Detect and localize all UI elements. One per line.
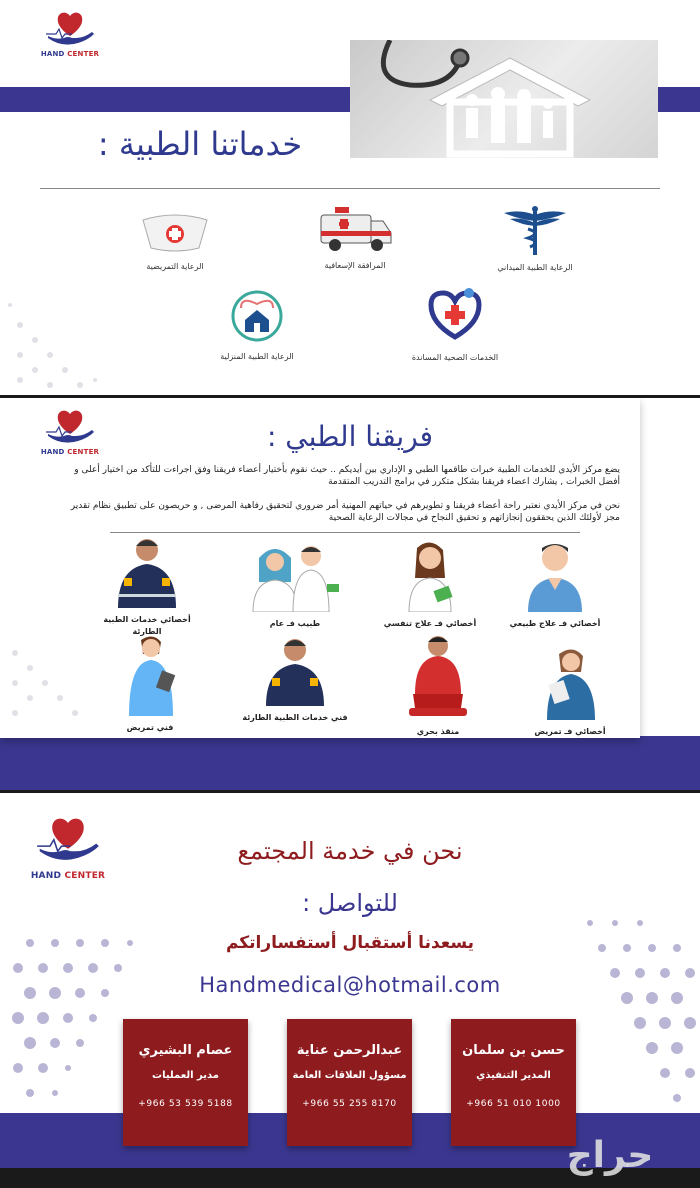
service-label-ambulance: المرافقة الإسعافية (324, 261, 386, 270)
ems-technician-icon (260, 634, 330, 706)
team-label: أخصائي فـ علاج طبيعي (509, 619, 601, 628)
team-label: أخصائي فـ تمريض (534, 727, 606, 736)
team-member-nursing-specialist (515, 646, 625, 738)
heart-hand-icon (32, 811, 104, 871)
service-support (390, 285, 520, 362)
service-label-home: الرعاية الطبية المنزلية (220, 352, 294, 361)
service-ambulance (290, 205, 420, 270)
contact-name: حسن بن سلمان (462, 1043, 565, 1058)
service-label-field: الرعاية الطبية الميداني (497, 263, 573, 272)
team-label: طبيب فـ عام (269, 619, 321, 628)
team-label: منقذ بحري (416, 727, 460, 736)
team-member-lifeguard (383, 634, 493, 738)
team-paragraph-1: يضع مركز الأيدي للخدمات الطبية خبرات طاقمها الطبي و الإداري بين أيديكم .. حيث نقوم بأختيار أعضاء فريقنا وفق اجراءت للتأكد من اختيار أعلى و أفضل الخبرات , يشارك اعضاء فريقنا بشكل متكرر في برامج التدريب المتقدمة (74, 465, 620, 487)
contact-phone[interactable]: +966 55 255 8170 (302, 1099, 397, 1109)
contact-role: مسؤول العلاقات العامة (292, 1070, 407, 1081)
contact-card-ops (123, 1019, 248, 1146)
physiotherapist-icon (520, 538, 590, 612)
hand-center-logo (40, 10, 100, 58)
team-member-ems-tech (240, 634, 350, 724)
heart-hand-icon (42, 10, 98, 50)
lifeguard-icon (403, 634, 473, 720)
dot-pattern (0, 175, 150, 395)
contact-card-pr (287, 1019, 412, 1146)
team-member-nurse-tech (95, 634, 205, 734)
health-support-icon (425, 285, 485, 345)
contact-card-ceo (451, 1019, 576, 1146)
brand-name-1: HAND (40, 50, 65, 58)
team-member-physio (500, 538, 610, 630)
paramedic-icon (112, 534, 182, 608)
team-divider (110, 532, 580, 533)
family-house-icon (350, 40, 658, 158)
dot-pattern-right (560, 903, 700, 1123)
services-slide (0, 0, 700, 395)
respiratory-therapist-icon (395, 538, 465, 612)
hero-photo (350, 40, 658, 158)
contact-title: للتواصل : (302, 889, 398, 917)
contact-name: عصام البشيري (138, 1043, 233, 1058)
contact-phone[interactable]: +966 53 539 5188 (138, 1099, 233, 1109)
brand-name-2: CENTER (67, 448, 100, 456)
email-address[interactable]: Handmedical@hotmail.com (199, 973, 501, 997)
team-paragraph-2: نحن في مركز الأيدي نعتبر راحة أعضاء فريقنا و تطويرهم في حياتهم المهنية أمر ضروري لتحقيق رفاهية المرضى , و حريصون على تطبيق نظام تقدير مجز لأولئك الذين يحققون إنجازاتهم و تحقيق النجاح في مجالات الرعاية الصحية (70, 501, 620, 523)
team-title: فريقنا الطبي : (266, 420, 434, 453)
team-label: فني تمريض (126, 723, 174, 732)
contact-phone[interactable]: +966 51 010 1000 (466, 1099, 561, 1109)
contact-slide (0, 793, 700, 1168)
hand-center-logo-3 (28, 811, 108, 881)
service-label-support: الخدمات الصحية المساندة (411, 353, 499, 362)
haraj-watermark: حراج (566, 1135, 654, 1176)
hand-center-logo-2 (40, 408, 100, 456)
brand-name-1: HAND (40, 448, 65, 456)
team-label: فني خدمات الطبية الطارئة (242, 713, 348, 722)
heart-hand-icon (42, 408, 98, 448)
caduceus-icon (500, 205, 570, 255)
bottom-band (0, 736, 700, 790)
inquiry-subtitle: يسعدنا أستقبال أستفساراتكم (225, 933, 475, 953)
nurse-specialist-icon (535, 646, 605, 720)
brand-name-1: HAND (30, 871, 62, 881)
team-member-ems-specialist (92, 534, 202, 638)
team-slide (0, 398, 700, 790)
team-label: أخصائي خدمات الطبية الطارئة (103, 615, 191, 636)
community-headline: نحن في خدمة المجتمع (237, 837, 463, 865)
nurse-cap-icon (139, 210, 211, 254)
service-label-nursing: الرعاية التمريضية (146, 262, 204, 271)
service-nursing (110, 210, 240, 271)
home-care-icon (227, 288, 287, 344)
brand-name-2: CENTER (67, 50, 100, 58)
contact-role: مدير العمليات (152, 1070, 219, 1081)
services-title: خدماتنا الطبية : (97, 125, 303, 163)
service-home-care (192, 288, 322, 361)
team-member-respiratory (375, 538, 485, 630)
service-field-care (470, 205, 600, 272)
nurse-technician-icon (115, 634, 185, 716)
brand-name-2: CENTER (64, 871, 106, 881)
team-label: أخصائي فـ علاج تنفسي (383, 619, 477, 628)
doctors-icon (245, 538, 345, 612)
ambulance-icon (315, 205, 395, 253)
team-member-doctor (240, 538, 350, 630)
contact-name: عبدالرحمن عناية (296, 1043, 403, 1058)
contact-role: المدير التنفيذي (476, 1070, 551, 1081)
